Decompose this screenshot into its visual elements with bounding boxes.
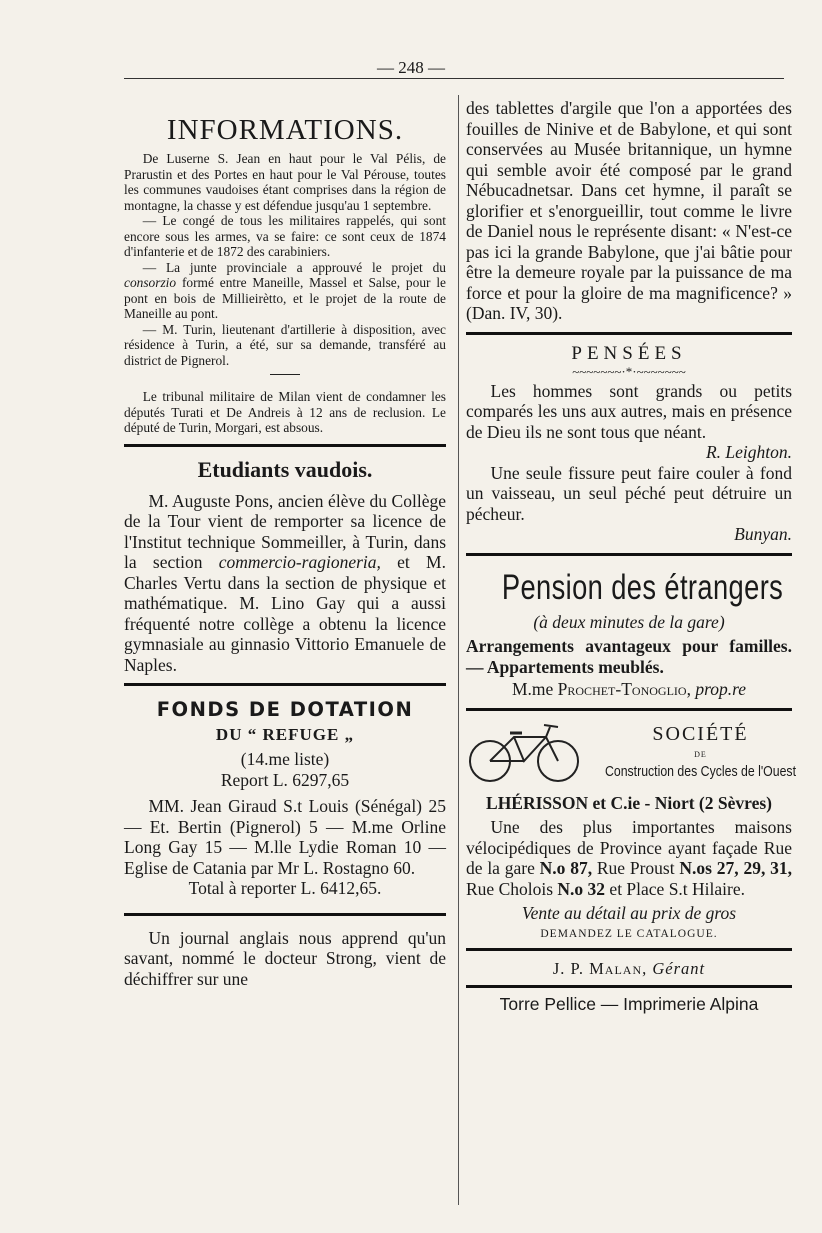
header-rule <box>124 78 784 79</box>
societe-catalogue: DEMANDEZ LE CATALOGUE. <box>540 927 718 940</box>
info-paragraph-conge: — Le congé de tous les militaires rappelés, qui sont encore sous les armes, va se faire: ce sont ceux de 1874 d'infanterie et de 1872 des carabiniers. <box>124 213 446 259</box>
section-rule <box>124 683 446 686</box>
pensee-author-2: Bunyan. <box>734 524 792 544</box>
pensee-author-1: R. Leighton. <box>705 442 792 462</box>
ornament-divider: ~~~~~~~·*·~~~~~~~ <box>572 363 686 379</box>
societe-subtitle: Construction des Cycles de l'Ouest <box>604 763 797 780</box>
info-paragraph-junte: — La junte provinciale a approuvé le projet du consorzio formé entre Maneille, Massel et Salse, pour le pont en bois de Millieirètto, et le projet de la route de Maneille au pont. <box>124 259 446 321</box>
section-rule <box>466 708 792 711</box>
left-column <box>124 106 446 989</box>
right-column <box>466 98 797 1015</box>
section-rule <box>466 948 792 951</box>
info-paragraph-turin: — M. Turin, lieutenant d'artillerie à disposition, avec résidence à Turin, a été, sur sa demande, transféré au district de Pignerol. <box>124 321 446 368</box>
page-number: — 248 — <box>377 58 445 77</box>
info-paragraph-chasse: De Luserne S. Jean en haut pour le Val Pélis, de Prarustin et des Portes en haut pour le Val Pérouse, toutes les communes vaudoises étant comprises dans la région de montagne, la chasse y est défendue jusqu'au 1 septembre. <box>124 151 446 213</box>
societe-company: LHÉRISSON et C.ie - Niort (2 Sèvres) <box>486 792 772 813</box>
section-rule <box>124 444 446 447</box>
journal-paragraph-continued: des tablettes d'argile que l'on a apportées des fouilles de Ninive et de Babylone, et qui sont conservées au Musée britannique, un hymne qui semble avoir été composé par le grand Nébucadnetsar. Dans cet hymne, il paraît se glorifier et s'enorgueillir, tout comme le livre de Daniel nous le représente disant: « N'est-ce pas ici la grande Babylone, que j'ai bâtie pour être la demeure royale par la puissance de ma force et pour la gloire de ma magnificence? » (Dan. IV, 30). <box>466 98 792 323</box>
pensees-heading: PENSÉES <box>571 342 687 364</box>
pensee-quote-1: Les hommes sont grands ou petits comparés les uns aux autres, mais en présence de Dieu ils ne sont tous que néant. <box>466 380 792 442</box>
info-paragraph-tribunal: Le tribunal militaire de Milan vient de condamner les députés Turati et De Andreis à 12 ans de reclusion. Le député de Turin, Morgari, est absous. <box>124 389 446 435</box>
fonds-donations: MM. Jean Giraud S.t Louis (Sénégal) 25 — Et. Bertin (Pignerol) 5 — M.me Orline Long Gay 15 — M.lle Lydie Roman 10 — Eglise de Catania par Mr L. Rostagno 60. <box>124 796 446 878</box>
societe-title: SOCIÉTÉ <box>652 723 749 745</box>
etudiants-heading: Etudiants vaudois. <box>197 456 373 482</box>
fonds-subheading: DU “ REFUGE „ <box>215 725 355 744</box>
etudiants-paragraph: M. Auguste Pons, ancien élève du Collège de la Tour vient de remporter sa licence de l'Institut technique Sommeiller, à Turin, dans la section commercio-ragioneria, et M. Charles Vertu dans la section de physique et mathématique. M. Lino Gay qui a aussi fréquenté notre collège a obtenu la licence gymnasiale au ginnasio Vittorio Emanuele de Naples. <box>124 490 446 675</box>
fonds-total: Total à reporter L. 6412,65. <box>188 878 382 898</box>
section-rule <box>466 332 792 335</box>
pension-arrangements: Arrangements avantageux pour familles. — Appartements meublés. <box>466 636 792 677</box>
fonds-liste: (14.me liste) <box>240 749 330 769</box>
imprimerie-line: Torre Pellice — Imprimerie Alpina <box>499 993 759 1014</box>
fonds-heading: FONDS DE DOTATION <box>156 698 414 721</box>
informations-heading: INFORMATIONS. <box>166 114 404 146</box>
short-separator <box>270 374 300 375</box>
fonds-report: Report L. 6297,65 <box>220 769 350 790</box>
societe-description: Une des plus importantes maisons vélocipédiques de Province ayant façade Rue de la gare N.o 87, Rue Proust N.os 27, 29, 31, Rue Cholois N.o 32 et Place S.t Hilaire. <box>466 817 792 899</box>
pension-heading: Pension des étrangers <box>501 567 784 607</box>
societe-de: DE <box>694 750 707 759</box>
societe-title-block <box>584 723 817 780</box>
gerant-line: J. P. Malan, Gérant <box>552 958 706 978</box>
societe-vente: Vente au détail au prix de gros <box>521 903 737 923</box>
journal-paragraph-start: Un journal anglais nous apprend qu'un savant, nommé le docteur Strong, vient de déchiffrer sur une <box>124 927 446 989</box>
pensee-quote-2: Une seule fissure peut faire couler à fond un vaisseau, un seul péché peut détruire un pécheur. <box>466 462 792 524</box>
societe-header <box>466 719 797 785</box>
section-rule <box>466 553 792 556</box>
column-divider <box>458 95 459 1205</box>
pension-location: (à deux minutes de la gare) <box>533 611 725 632</box>
bicycle-icon <box>466 719 584 785</box>
pension-proprietor: M.me Prochet-Tonoglio, prop.re <box>511 679 747 699</box>
section-rule <box>466 985 792 988</box>
section-rule <box>124 913 446 916</box>
